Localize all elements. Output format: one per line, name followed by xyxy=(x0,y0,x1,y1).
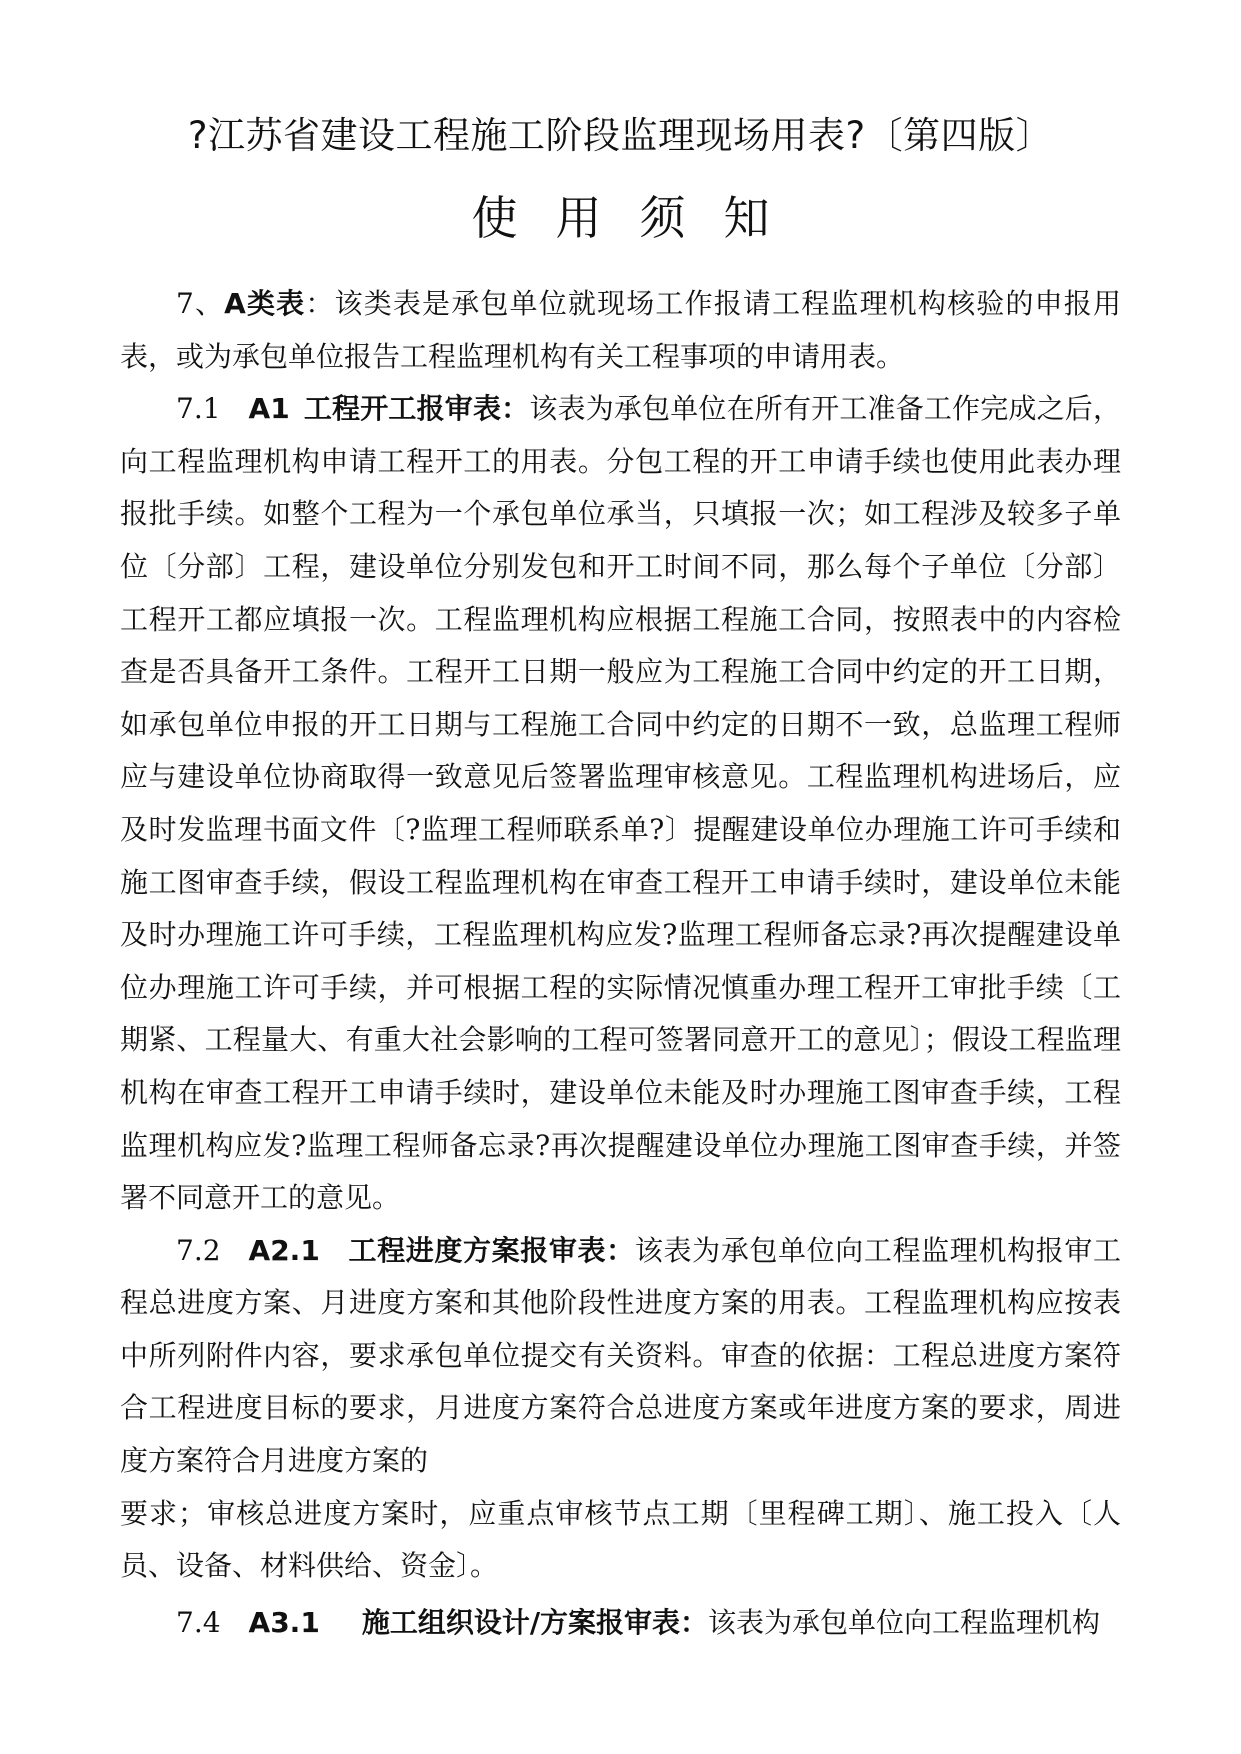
section-7-1-code: A1 xyxy=(248,392,290,426)
document-body xyxy=(120,278,1121,1649)
section-7-code: A类表 xyxy=(224,287,306,320)
page-subtitle: 使用须知 xyxy=(471,191,808,245)
section-7-1-paragraph xyxy=(120,383,1121,1225)
section-7-1-body: 该表为承包单位在所有开工准备工作完成之后，向工程监理机构申请工程开工的用表。分包工程的开工申请手续也使用此表办理报批手续。如整个工程为一个承包单位承当，只填报一次；如工程涉及较多子单位〔分部〕工程，建设单位分别发包和开工时间不同，那么每个子单位〔分部〕工程开工都应填报一次。工程监理机构应根据工程施工合同，按照表中的内容检查是否具备开工条件。工程开工日期一般应为工程施工合同中约定的开工日期，如承包单位申报的开工日期与工程施工合同中约定的日期不一致，总监理工程师应与建设单位协商取得一致意见后签署监理审核意见。工程监理机构进场后，应及时发监理书面文件〔?监理工程师联系单?〕提醒建设单位办理施工许可手续和施工图审查手续，假设工程监理机构在审查工程开工申请手续时，建设单位未能及时办理施工许可手续，工程监理机构应发?监理工程师备忘录?再次提醒建设单位办理施工许可手续，并可根据工程的实际情况慎重办理工程开工审批手续〔工期紧、工程量大、有重大社会影响的工程可签署同意开工的意见〕；假设工程监理机构在审查工程开工申请手续时，建设单位未能及时办理施工图审查手续，工程监理机构应发?监理工程师备忘录?再次提醒建设单位办理施工图审查手续，并签署不同意开工的意见。 xyxy=(120,392,1121,1215)
section-7-4-paragraph xyxy=(120,1597,1121,1650)
section-7-body: 该类表是承包单位就现场工作报请工程监理机构核验的申报用表，或为承包单位报告工程监理机构有关工程事项的申请用表。 xyxy=(120,287,1121,373)
section-7-2-continuation: 要求；审核总进度方案时，应重点审核节点工期〔里程碑工期〕、施工投入〔人员、设备、材料供给、资金〕。 xyxy=(120,1496,1121,1583)
section-7-paragraph xyxy=(120,278,1121,383)
page-title: ?江苏省建设工程施工阶段监理现场用表?〔第四版〕 xyxy=(187,114,1054,157)
section-7-2-body: 该表为承包单位向工程监理机构报审工程总进度方案、月进度方案和其他阶段性进度方案的用表。工程监理机构应按表中所列附件内容，要求承包单位提交有关资料。审查的依据：工程总进度方案符合工程进度目标的要求，月进度方案符合总进度方案或年进度方案的要求，周进度方案符合月进度方案的 xyxy=(120,1233,1121,1478)
section-7-2-code: A2.1 xyxy=(248,1233,320,1267)
section-7-4-body: 该表为承包单位向工程监理机构 xyxy=(708,1605,1101,1639)
section-7-2-heading: 工程进度方案报审表： xyxy=(347,1233,635,1267)
section-7-2-number: 7.2 xyxy=(176,1233,221,1267)
section-7-4-code: A3.1 xyxy=(248,1605,320,1639)
section-7-4-heading: 施工组织设计/方案报审表： xyxy=(361,1605,709,1639)
section-7-1-number: 7.1 xyxy=(176,392,221,426)
section-7-4-number: 7.4 xyxy=(176,1605,221,1639)
section-7-2-paragraph xyxy=(120,1225,1121,1488)
section-7-number: 7、 xyxy=(176,287,225,320)
section-7-1-heading: 工程开工报审表： xyxy=(303,392,530,426)
section-7-colon: ： xyxy=(305,287,335,320)
